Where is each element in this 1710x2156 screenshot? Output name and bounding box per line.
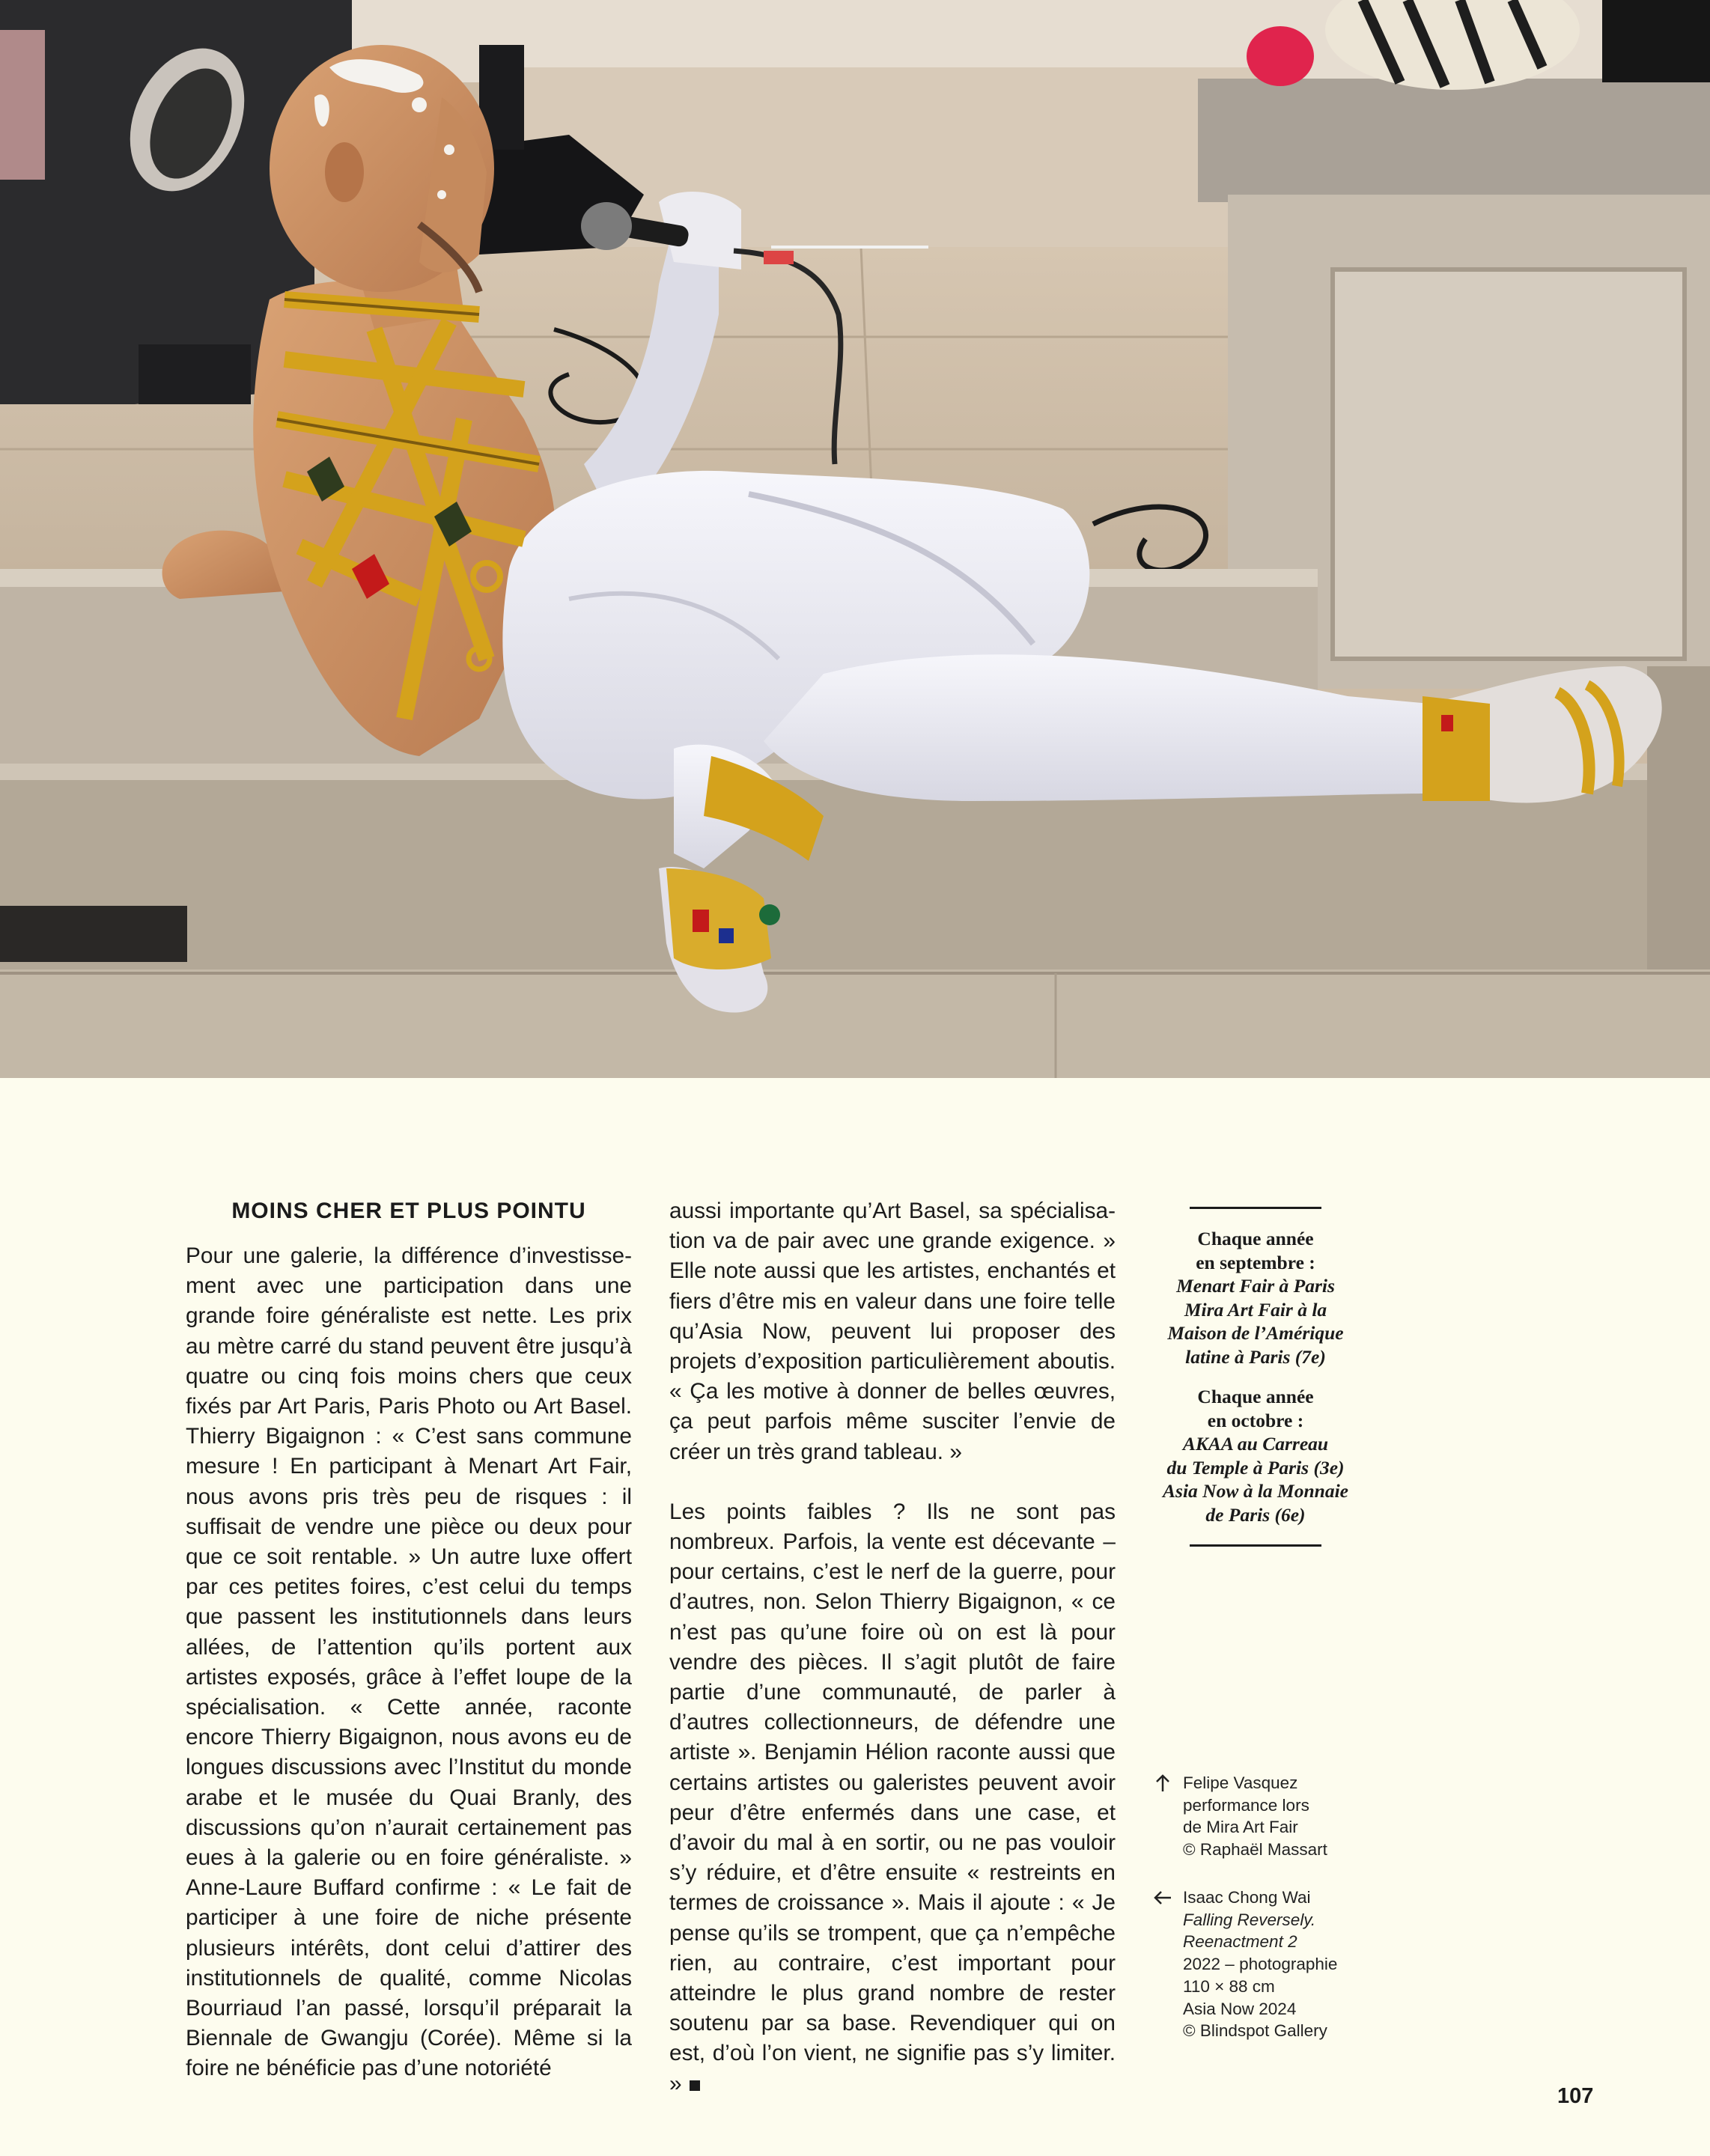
body-paragraph: Pour une galerie, la différence d’investissement avec une participation dans une grande foire généraliste est nette. Les prix au mètre carré du stand peuvent être jusqu’à quatre ou cinq fois moins chers que ceux fixés par Art Paris, Paris Photo ou Art Basel. Thierry Bigaignon : « C’est sans commune mesure ! En participant à Menart Art Fair, nous avons pris très peu de risques : il suffisait de vendre une pièce ou deux pour que ce soit rentable. » Un autre luxe offert par ces petites foires, c’est celui du temps que passent les institutionnels dans leurs allées, de l’attention qu’ils portent aux artistes exposés, grâce à l’effet loupe de la spécialisation. « Cette année, raconte encore Thierry Bigaignon, nous avons eu de longues discussions avec l’Institut du monde arabe et le musée du Quai Branly, des discussions qu’on n’aurait certainement pas eues à la galerie ou en foire généraliste. » Anne-Laure Buffard confirme : « Le fait de participer à une foire de niche présente plusieurs intérêts, dont celui d’attirer des institutionnels de qualité, comme Nicolas Bourriaud l’an passé, lorsqu’il préparait la Biennale de Gwangju (Corée). Même si la foire ne bénéficie pas d’une notoriété (186, 1243, 632, 2081)
fair-line: Asia Now à la Monnaie (1163, 1480, 1348, 1502)
caption-line: performance lors (1183, 1795, 1309, 1815)
caption-line: Isaac Chong Wai (1183, 1888, 1311, 1907)
block-lead: en octobre : (1207, 1409, 1304, 1431)
fair-line: latine à Paris (7e) (1185, 1345, 1326, 1368)
arrow-up-icon (1153, 1773, 1172, 1793)
caption-line: 2022 – photographie (1183, 1955, 1338, 1974)
fair-line: de Paris (6e) (1205, 1503, 1306, 1526)
fair-line: AKAA au Carreau (1182, 1433, 1329, 1455)
fair-line: Maison de l’Amérique (1167, 1322, 1344, 1344)
caption-line: Felipe Vasquez (1183, 1773, 1298, 1792)
block-lead: Chaque année (1197, 1228, 1314, 1249)
fair-line: du Temple à Paris (3e) (1166, 1456, 1345, 1479)
body-paragraph-end (669, 1497, 1116, 2099)
box-bottom-rule (1190, 1544, 1321, 1547)
fair-line: Mira Art Fair à la (1184, 1298, 1327, 1321)
body-paragraph-text: Les points faibles ? Ils ne sont pas nombreux. Parfois, la vente est décevante – pour certains, c’est le nerf de la guerre, pour d’autres, non. Selon Thierry Bigaignon, « ce n’est pas qu’une foire où on est là pour vendre des pièces. Il s’agit plutôt de faire partie d’une communauté, de parler à d’autres collectionneurs, de défendre une artiste ». Benjamin Hélion raconte aussi que certains artistes ou galeristes peuvent avoir peur d’être enfermés dans une case, et d’avoir du mal à en sortir, ou ne pas vouloir s’y réduire, et d’être ensuite « restreints en termes de croissance ». Mais il ajoute : « Je pense qu’ils se trompent, que ça n’empêche rien, au contraire, c’est important pour atteindre le plus grand nombre de rester soutenu par sa base. Revendiquer qui on est, d’où l’on vient, ne signifie pas s’y limiter. » (669, 1499, 1116, 2096)
section-heading: MOINS CHER ET PLUS POINTU (231, 1199, 586, 1223)
block-lead: en septembre : (1196, 1251, 1315, 1273)
article-column-2 (669, 1196, 1116, 2099)
caption-line: © Raphaël Massart (1183, 1840, 1327, 1860)
fair-line: Menart Fair à Paris (1176, 1275, 1335, 1297)
photo-caption-above (1153, 1772, 1393, 1861)
caption-line: de Mira Art Fair (1183, 1818, 1298, 1837)
page-number: 107 (1557, 2084, 1594, 2108)
calendar-block-october (1145, 1385, 1366, 1526)
block-lead: Chaque année (1197, 1386, 1314, 1407)
caption-line: © Blindspot Gallery (1183, 2021, 1327, 2041)
calendar-block-september (1145, 1227, 1366, 1368)
photo-caption-left (1153, 1886, 1393, 2042)
caption-line: Asia Now 2024 (1183, 1999, 1297, 2018)
caption-line: 110 × 88 cm (1183, 1976, 1275, 1996)
fair-calendar-box (1145, 1207, 1366, 1547)
article-column-1 (186, 1196, 632, 2084)
body-paragraph: aussi importante qu’Art Basel, sa spécialisation va de pair avec une grande exigence. » Elle note aussi que les artistes, enchantés et fiers d’être mis en valeur dans une foire telle qu’Asia Now, peuvent lui proposer des projets d’exposition particulièrement aboutis. « Ça les motive à donner de belles œuvres, ça peut parfois même susciter l’envie de créer un très grand tableau. » (669, 1199, 1116, 1464)
arrow-left-icon (1153, 1888, 1172, 1907)
caption-title-line: Falling Reversely. (1183, 1910, 1316, 1929)
end-of-article-mark (690, 2080, 700, 2091)
box-top-rule (1190, 1207, 1321, 1209)
caption-title-line: Reenactment 2 (1183, 1932, 1297, 1952)
